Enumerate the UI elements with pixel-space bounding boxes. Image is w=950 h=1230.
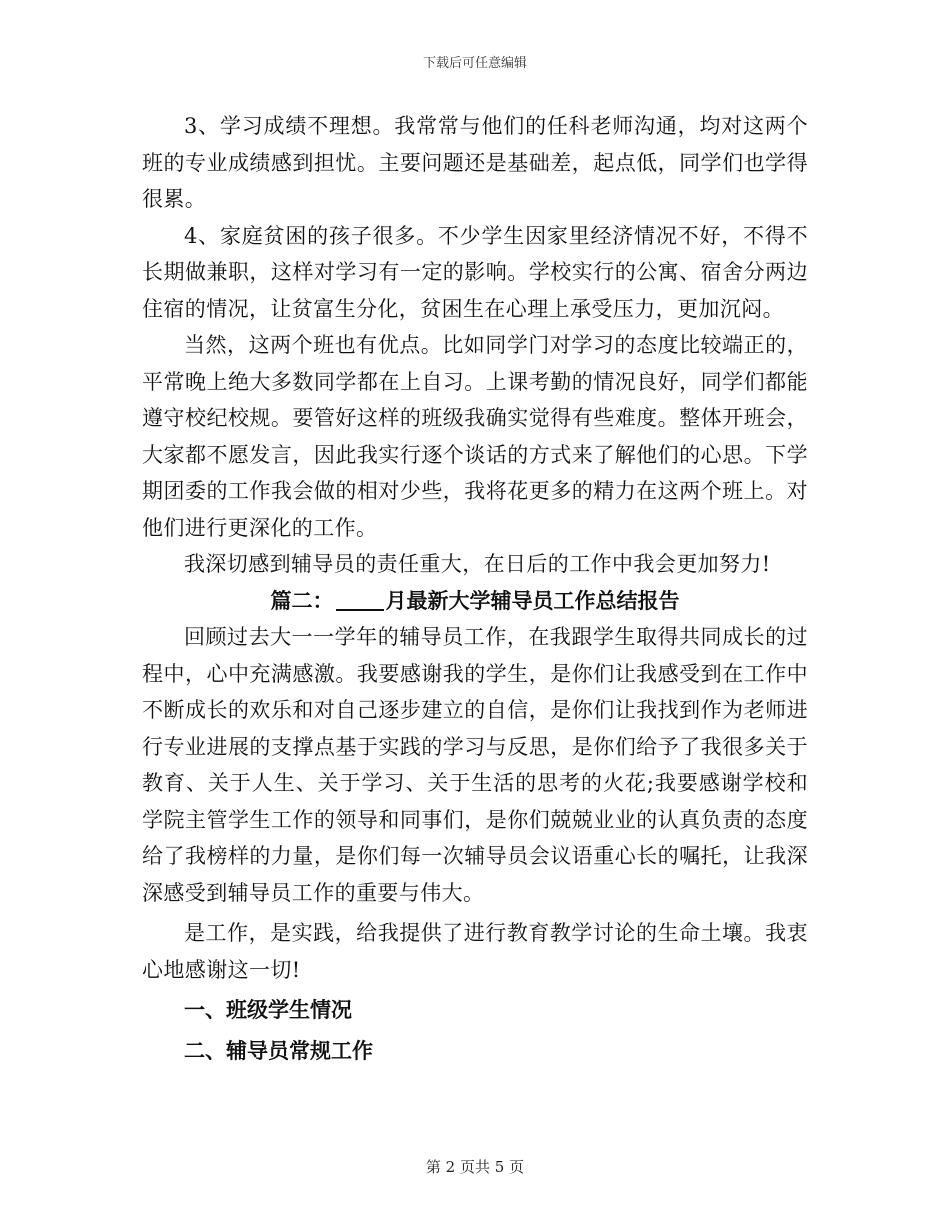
paragraph-3: 当然，这两个班也有优点。比如同学门对学习的态度比较端正的，平常晚上绝大多数同学都在上自习。上课考勤的情况良好，同学们都能遵守校纪校规。要管好这样的班级我确实觉得有些难度。整体开班会，大家都不愿发言，因此我实行逐个谈话的方式来了解他们的心思。下学期团委的工作我会做的相对少些，我将花更多的精力在这两个班上。对他们进行更深化的工作。	[142, 333, 808, 540]
document-body	[142, 108, 808, 1069]
page-header: 下载后可任意编辑	[422, 56, 527, 71]
heading-1: 一、班级学生情况	[184, 998, 352, 1022]
paragraph-2: 4、家庭贫困的孩子很多。不少学生因家里经济情况不好，不得不长期做兼职，这样对学习有一定的影响。学校实行的公寓、宿舍分两边住宿的情况，让贫富生分化，贫困生在心理上承受压力，更加沉闷。	[142, 223, 808, 321]
section-title-prefix: 篇二：	[270, 588, 334, 613]
paragraph-5: 回顾过去大一一学年的辅导员工作，在我跟学生取得共同成长的过程中，心中充满感激。我要感谢我的学生，是你们让我感受到在工作中不断成长的欢乐和对自己逐步建立的自信，是你们让我找到作为老师进行专业进展的支撑点基于实践的学习与反思，是你们给予了我很多关于教育、关于人生、关于学习、关于生活的思考的火花;我要感谢学校和学院主管学生工作的领导和同事们，是你们兢兢业业的认真负责的态度给了我榜样的力量，是你们每一次辅导员会议语重心长的嘱托，让我深深感受到辅导员工作的重要与伟大。	[142, 625, 808, 905]
paragraph-6: 是工作，是实践，给我提供了进行教育教学讨论的生命土壤。我衷心地感谢这一切!	[142, 921, 808, 982]
paragraph-1: 3、学习成绩不理想。我常常与他们的任科老师沟通，均对这两个班的专业成绩感到担忧。主要问题还是基础差，起点低，同学们也学得很累。	[142, 114, 808, 211]
section-title-suffix: 月最新大学辅导员工作总结报告	[385, 588, 680, 613]
heading-2: 二、辅导员常规工作	[184, 1038, 373, 1063]
page-footer: 第 2 页共 5 页	[425, 1158, 525, 1176]
paragraph-4: 我深切感到辅导员的责任重大，在日后的工作中我会更加努力!	[184, 552, 771, 576]
section-title	[142, 583, 808, 620]
blank-underline	[336, 589, 384, 611]
